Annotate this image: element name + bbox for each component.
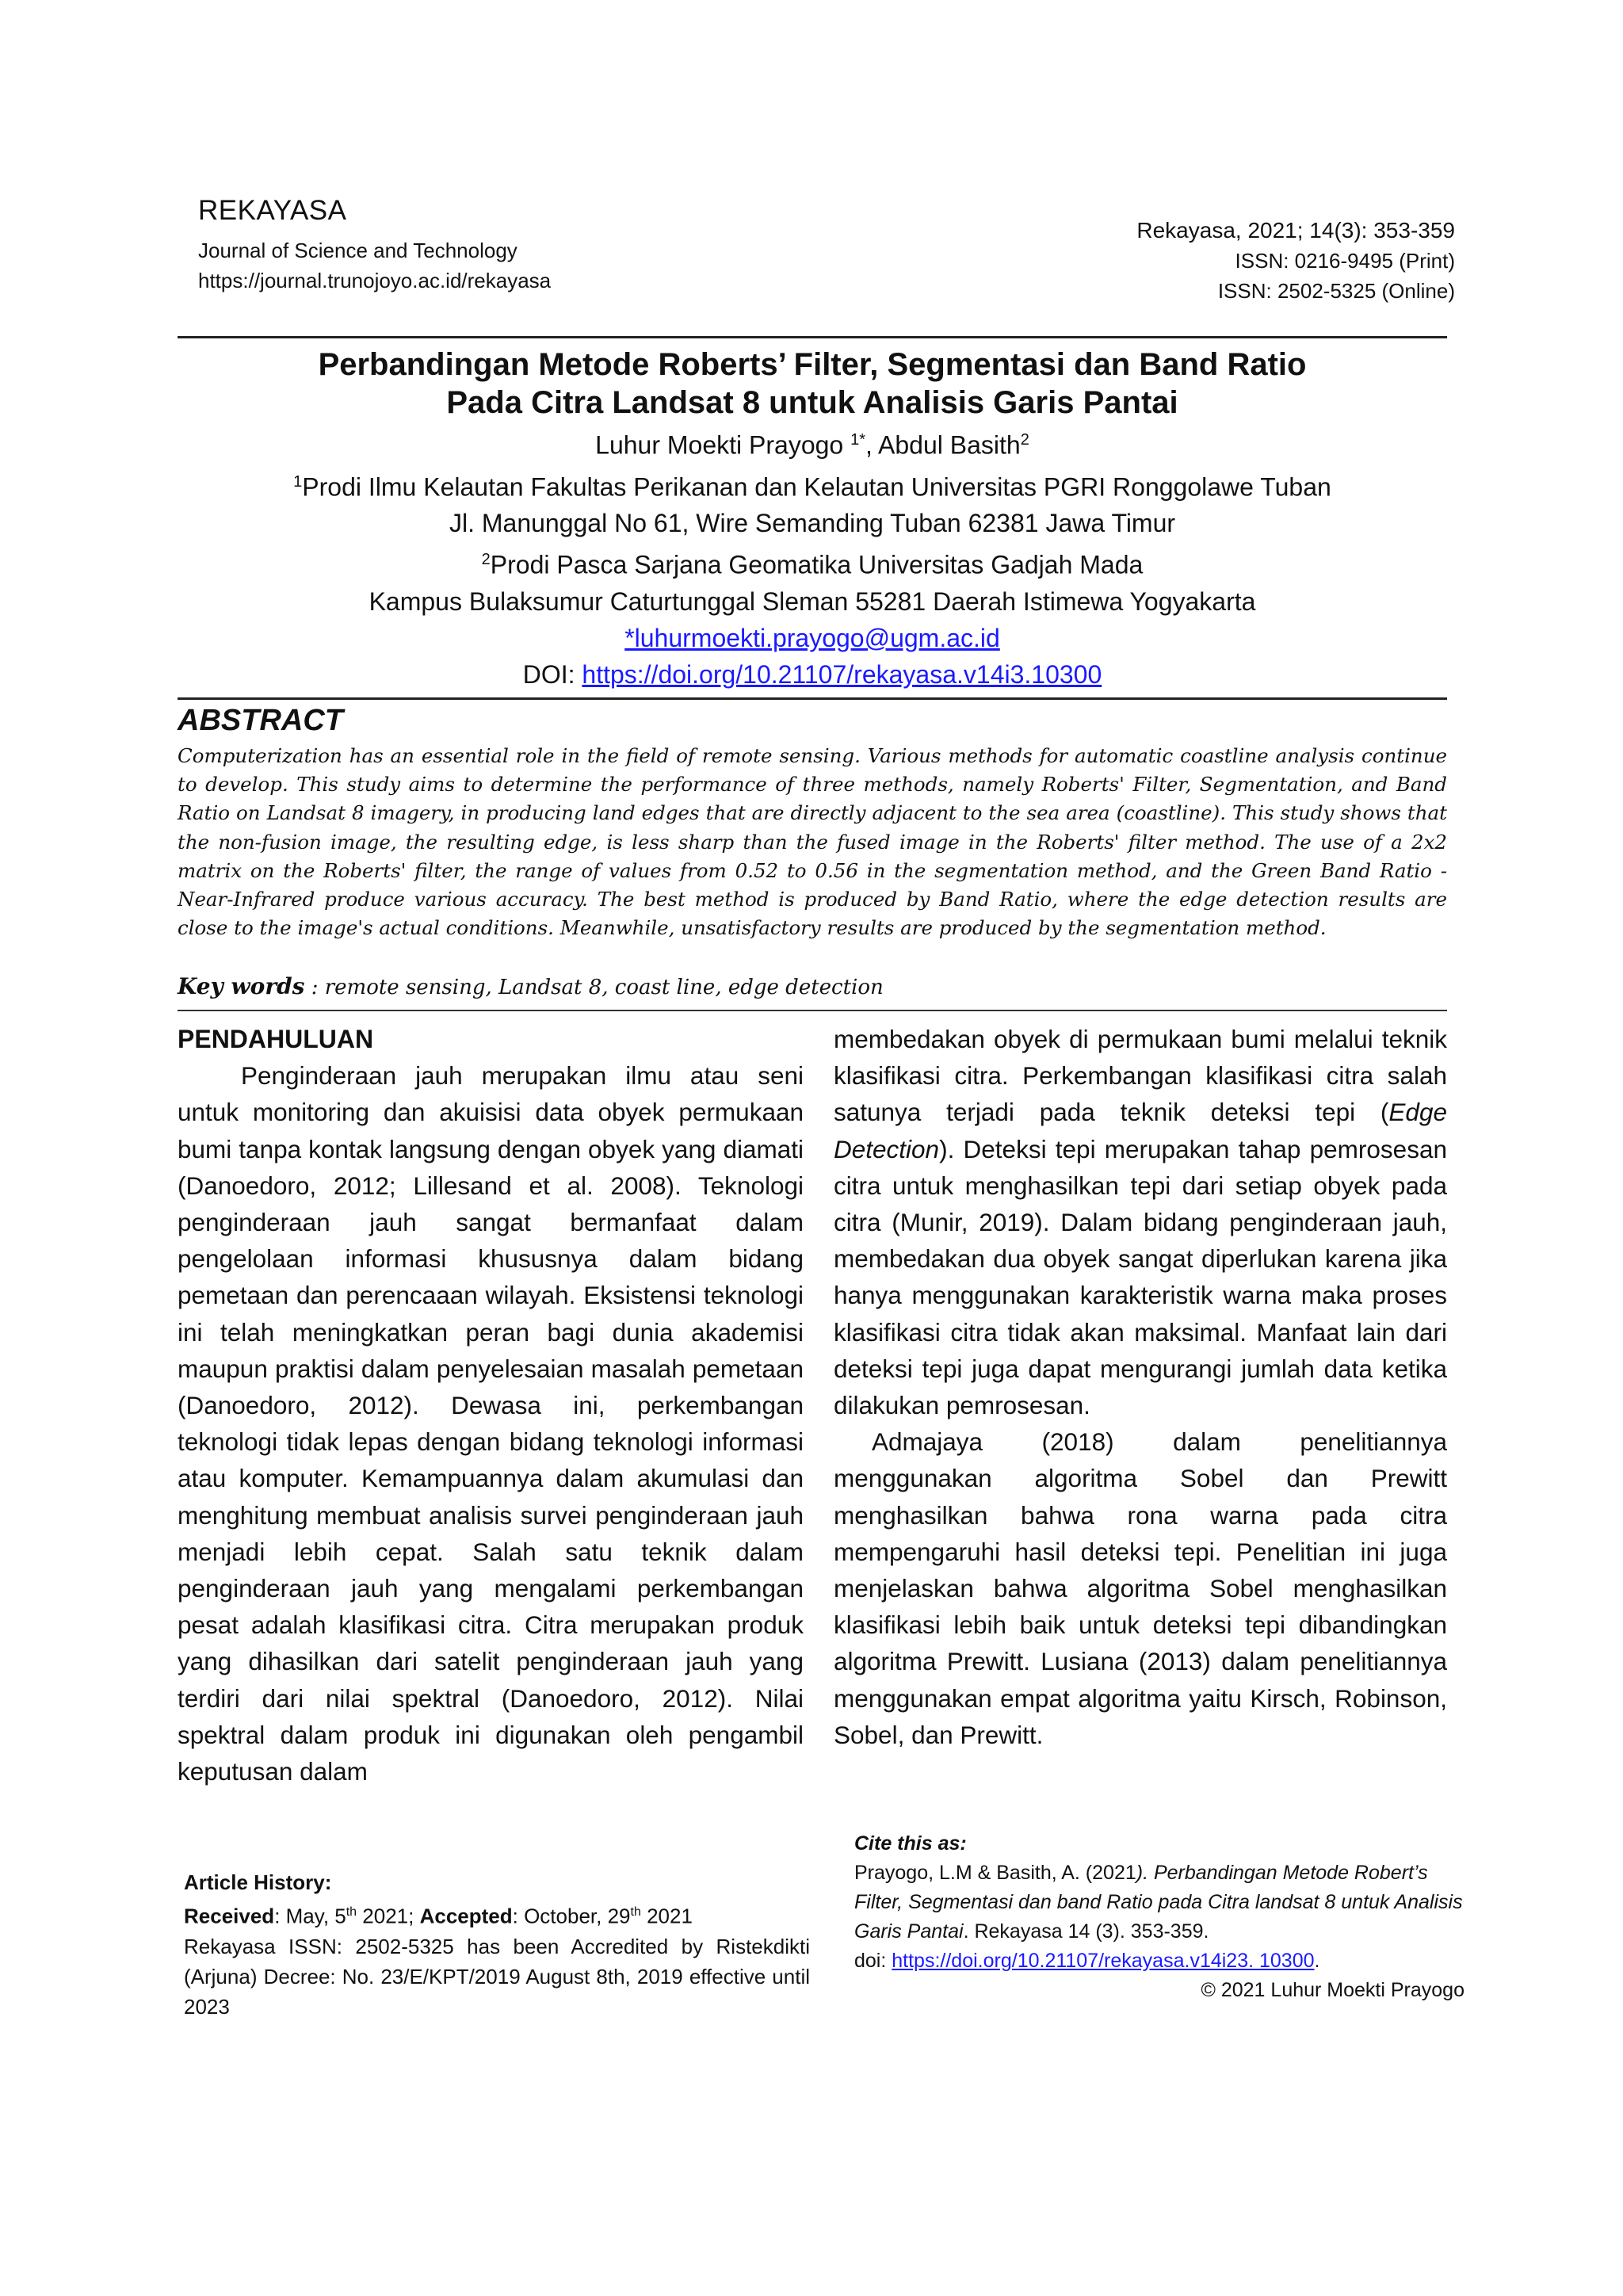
affiliation-2: [178, 541, 1447, 583]
abstract-text: Computerization has an essential role in the field of remote sensing. Various methods for automatic coastline analysis continue to develop. This study aims to determine the performance of three methods, namely Roberts' Filter, Segmentation, and Band Ratio on Landsat 8 imagery, in producing land edges that are directly adjacent to the sea area (coastline). This study shows that the non-fusion image, the resulting edge, is less sharp than the fused image in the Roberts' filter method. The use of a 2x2 matrix on the Roberts' filter, the range of values from 0.52 to 0.56 in the segmentation method, and the Green Band Ratio - Near-Infrared produce various accuracy. The best method is produced by Band Ratio, where the edge detection results are close to the image's actual conditions. Meanwhile, unsatisfactory results are produced by the segmentation method.: [178, 744, 1447, 940]
citation-text: [854, 1859, 1465, 1946]
keywords-label: Key words: [178, 973, 305, 999]
history-dates: [184, 1897, 810, 1931]
article-history-heading: Article History:: [184, 1870, 332, 1894]
citation-journal: . Rekayasa 14 (3). 353-359.: [963, 1920, 1209, 1943]
publication-info: [1136, 216, 1455, 306]
received-label: Received: [184, 1904, 275, 1928]
accreditation-note: Rekayasa ISSN: 2502-5325 has been Accredited by Ristekdikti (Arjuna) Decree: No. 23/E/KPT/2019 August 8th, 2019 effective until 2023: [184, 1934, 810, 2019]
accepted-sup: th: [630, 1905, 641, 1919]
author-2-marker: 2: [1020, 431, 1029, 449]
issn-print: ISSN: 0216-9495 (Print): [1235, 249, 1455, 273]
journal-url: https://journal.trunojoyo.ac.id/rekayasa: [198, 269, 552, 292]
section-heading: PENDAHULUAN: [178, 1025, 374, 1053]
accepted-date: : October, 29: [512, 1904, 631, 1928]
intro-paragraph-1: Penginderaan jauh merupakan ilmu atau seni untuk monitoring dan akuisisi data obyek permukaan bumi tanpa kontak langsung dengan obyek yang diamati (Danoedoro, 2012; Lillesand et al. 2008). Teknologi penginderaan jauh sangat bermanfaat dalam pengelolaan informasi khususnya dalam bidang pemetaan dan perencaaan wilayah. Eksistensi teknologi ini telah meningkatkan peran bagi dunia akademisi maupun praktisi dalam penyelesaian masalah pemetaan (Danoedoro, 2012). Dewasa ini, perkembangan teknologi tidak lepas dengan bidang teknologi informasi atau komputer. Kemampuannya dalam akumulasi dan menghitung membuat analisis survei penginderaan jauh menjadi lebih cepat. Salah satu teknik dalam penginderaan jauh yang mengalami perkembangan pesat adalah klasifikasi citra. Citra merupakan produk yang dihasilkan dari satelit penginderaan jauh yang terdiri dari nilai spektral (Danoedoro, 2012). Nilai spektral dalam produk ini digunakan oleh pengambil keputusan dalam: [178, 1061, 804, 1786]
keywords-text: : remote sensing, Landsat 8, coast line, edge detection: [311, 976, 884, 999]
citation-doi-tail: .: [1314, 1950, 1320, 1972]
abstract-heading: ABSTRACT: [178, 704, 343, 737]
authors: [178, 422, 1447, 464]
citation-block: [854, 1829, 1465, 2005]
keywords: [178, 973, 884, 999]
citation-doi: [854, 1946, 1465, 1976]
affiliation-2-text: Prodi Pasca Sarjana Geomatika Universitas Gadjah Mada: [490, 550, 1144, 579]
citation-title: ). Perbandingan Metode Robert’s Filter, Segmentasi dan band Ratio pada Citra landsat 8 untuk Analisis Garis Pantai: [854, 1862, 1463, 1943]
author-2: , Abdul Basith: [865, 430, 1021, 460]
received-date: : May, 5: [274, 1904, 346, 1928]
keywords-divider: [178, 1010, 1447, 1011]
article-title-line-2: Pada Citra Landsat 8 untuk Analisis Garis Pantai: [446, 385, 1178, 420]
affiliation-2-address: Kampus Bulaksumur Caturtunggal Sleman 55281 Daerah Istimewa Yogyakarta: [369, 586, 1256, 616]
doi-label: DOI:: [522, 659, 582, 689]
affiliation-1: [178, 464, 1447, 506]
intro-paragraph-2: [834, 1021, 1447, 1423]
author-1: Luhur Moekti Prayogo: [595, 430, 844, 460]
citation-heading: Cite this as:: [854, 1832, 967, 1855]
body-left-column: [178, 1021, 804, 1790]
doi-link[interactable]: https://doi.org/10.21107/rekayasa.v14i3.10300: [582, 659, 1102, 689]
email-link[interactable]: *luhurmoekti.prayogo@ugm.ac.id: [624, 623, 1000, 652]
journal-subtitle: Journal of Science and Technology: [198, 239, 517, 262]
intro-paragraph-3: Admajaya (2018) dalam penelitiannya menggunakan algoritma Sobel dan Prewitt menghasilkan bahwa rona warna pada citra mempengaruhi hasil deteksi tepi. Penelitian ini juga menjelaskan bahwa algoritma Sobel menghasilkan klasifikasi lebih baik untuk deteksi tepi dibandingkan algoritma Prewitt. Lusiana (2013) dalam penelitiannya menggunakan empat algoritma yaitu Kirsch, Robinson, Sobel, dan Prewitt.: [834, 1427, 1447, 1749]
affiliation-1-address: Jl. Manunggal No 61, Wire Semanding Tuban 62381 Jawa Timur: [449, 509, 1176, 538]
article-history: [184, 1867, 810, 2022]
journal-name: REKAYASA: [198, 195, 347, 226]
author-1-marker: 1*: [850, 431, 866, 449]
accepted-year: 2021: [640, 1904, 693, 1928]
article-title-line-1: Perbandingan Metode Roberts’ Filter, Segmentasi dan Band Ratio: [318, 347, 1307, 382]
intro-paragraph-2-part-b: ). Deteksi tepi merupakan tahap pemrosesan citra untuk menghasilkan tepi dari setiap obyek pada citra (Munir, 2019). Dalam bidang penginderaan jauh, membedakan dua obyek sangat diperlukan karena jika hanya menggunakan karakteristik warna maka proses klasifikasi citra tidak akan maksimal. Manfaat lain dari deteksi tepi juga dapat mengurangi jumlah data ketika dilakukan pemrosesan.: [834, 1134, 1447, 1420]
doi-line: [178, 656, 1447, 693]
affiliation-1-text: Prodi Ilmu Kelautan Fakultas Perikanan dan Kelautan Universitas PGRI Ronggolawe Tuban: [302, 472, 1331, 502]
edge-detection-term: Edge Detection: [834, 1098, 1447, 1163]
copyright: © 2021 Luhur Moekti Prayogo: [1201, 1979, 1465, 2001]
title-block: [178, 346, 1447, 693]
title-divider: [178, 697, 1447, 700]
header-divider: [178, 336, 1447, 338]
volume-info: Rekayasa, 2021; 14(3): 353-359: [1136, 218, 1455, 243]
received-sup: th: [346, 1905, 357, 1919]
citation-doi-label: doi:: [854, 1950, 892, 1972]
intro-paragraph-2-part-a: membedakan obyek di permukaan bumi melalui teknik klasifikasi citra. Perkembangan klasifikasi citra salah satunya terjadi pada teknik deteksi tepi (: [834, 1025, 1447, 1127]
affiliation-2-marker: 2: [481, 551, 491, 569]
email-line: [178, 620, 1447, 656]
issn-online: ISSN: 2502-5325 (Online): [1217, 279, 1455, 303]
journal-info: [198, 235, 551, 296]
affiliation-1-marker: 1: [293, 472, 303, 491]
body-right-column: [834, 1021, 1447, 1753]
citation-doi-link[interactable]: https://doi.org/10.21107/rekayasa.v14i23. 10300: [892, 1950, 1315, 1972]
received-year: 2021;: [357, 1904, 420, 1928]
accepted-label: Accepted: [419, 1904, 513, 1928]
citation-authors: Prayogo, L.M & Basith, A. (2021: [854, 1862, 1136, 1884]
